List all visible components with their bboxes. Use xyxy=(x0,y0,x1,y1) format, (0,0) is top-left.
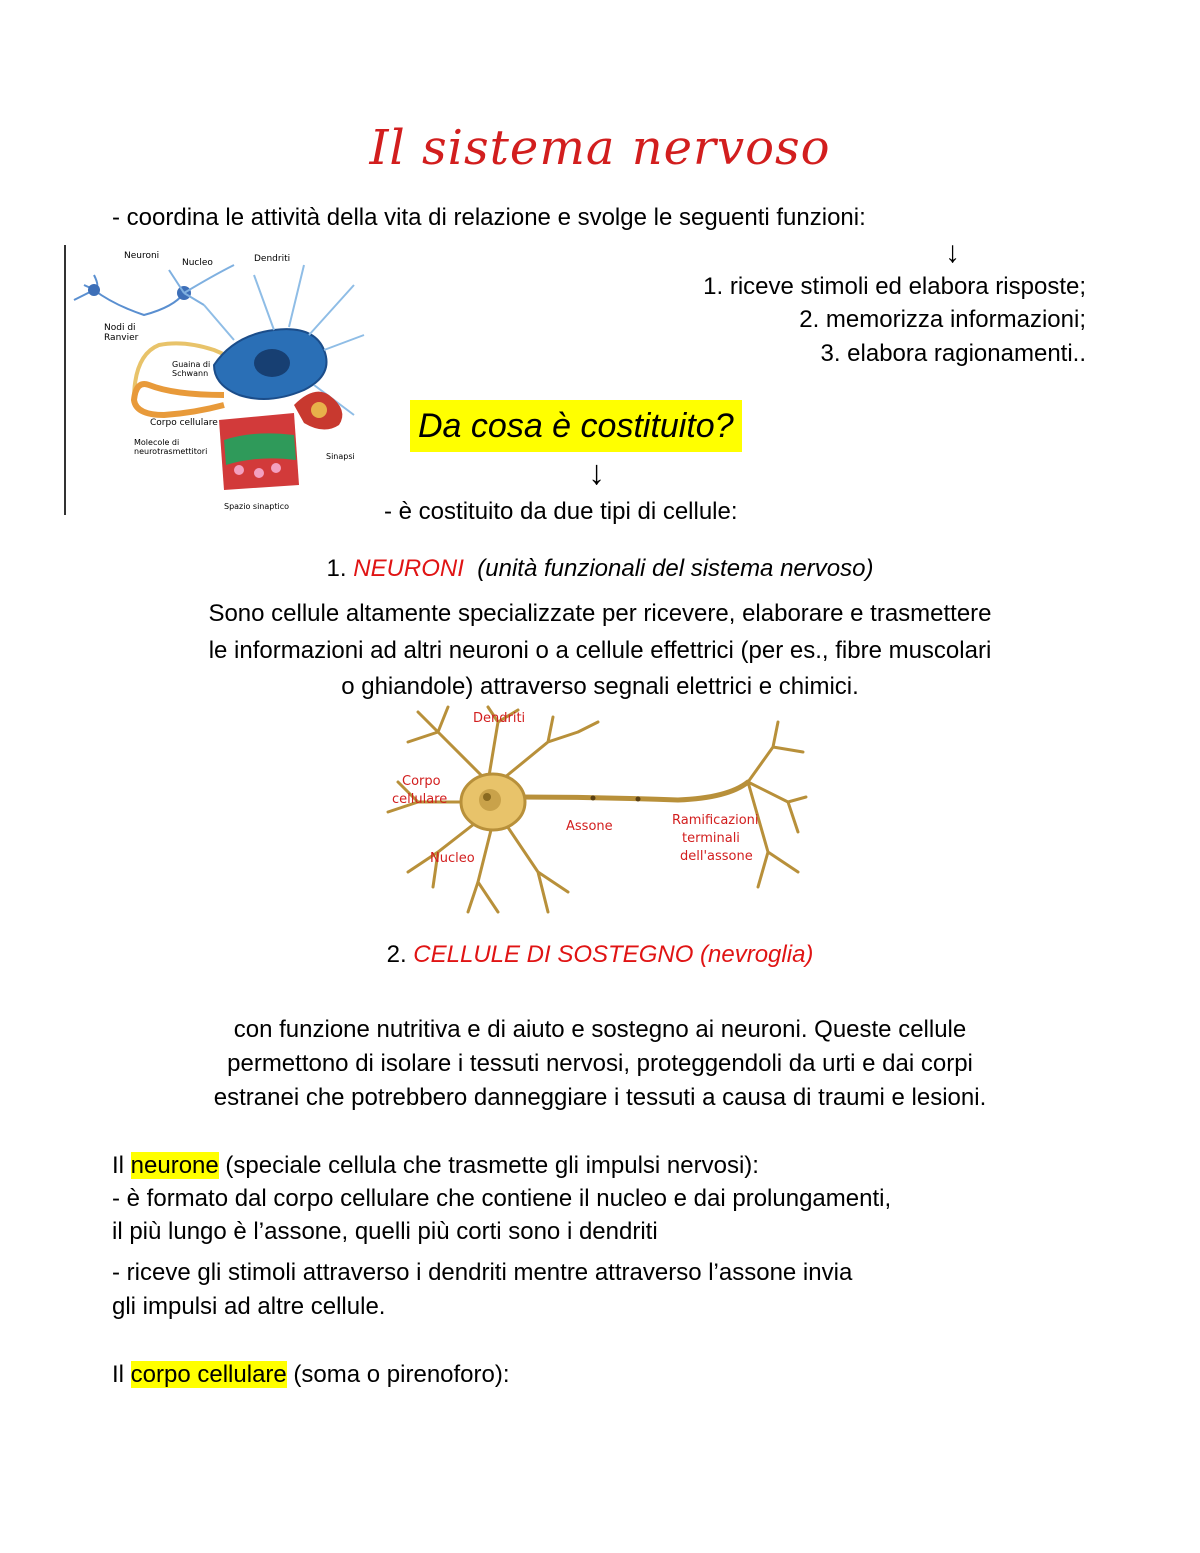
neurone-line: - riceve gli stimoli attraverso i dendriti mentre attraverso l’assone invia xyxy=(112,1259,853,1286)
section2-name: CELLULE DI SOSTEGNO (nevroglia) xyxy=(413,941,814,968)
highlight-corpo-cellulare: corpo cellulare xyxy=(130,1361,287,1388)
neurone-line: gli impulsi ad altre cellule. xyxy=(112,1293,386,1320)
section1-line: Sono cellule altamente specializzate per ricevere, elaborare e trasmettere xyxy=(208,600,992,627)
label-corpo: Corpo xyxy=(402,774,441,789)
section2-num: 2. xyxy=(386,941,414,968)
answer-text: - è costituito da due tipi di cellule: xyxy=(384,498,738,525)
label-dendriti: Dendriti xyxy=(254,254,291,264)
section1-line: le informazioni ad altri neuroni o a cellule effettrici (per es., fibre muscolari xyxy=(208,637,992,664)
section2-line: estranei che potrebbero danneggiare i tessuti a causa di traumi e lesioni. xyxy=(213,1084,987,1111)
label-sinapsi: Sinapsi xyxy=(326,452,355,461)
neurone-heading: Il neurone (speciale cellula che trasmette gli impulsi nervosi): xyxy=(112,1152,759,1179)
label-dendriti: Dendriti xyxy=(473,711,526,726)
neurone-line: il più lungo è l’assone, quelli più corti sono i dendriti xyxy=(112,1218,658,1245)
label-cellulare: cellulare xyxy=(392,792,448,807)
label-neuroni: Neuroni xyxy=(124,251,160,261)
neuron-diagram-figure xyxy=(64,245,370,515)
section1-num: 1. xyxy=(326,555,354,582)
arrow-down-large-icon: ↓ xyxy=(588,454,605,492)
label-guaina: Guaina di xyxy=(172,360,211,369)
label-nodi: Nodi di xyxy=(104,323,136,333)
label-assone: Assone xyxy=(566,819,613,834)
section2-line: con funzione nutritiva e di aiuto e sostegno ai neuroni. Queste cellule xyxy=(233,1016,967,1043)
question-box: Da cosa è costituito? xyxy=(410,400,742,452)
label-dell-assone: dell'assone xyxy=(680,849,753,864)
page-title: Il sistema nervoso xyxy=(369,120,831,176)
corpo-heading: Il corpo cellulare (soma o pirenoforo): xyxy=(112,1361,510,1388)
intro-text: - coordina le attività della vita di relazione e svolge le seguenti funzioni: xyxy=(112,204,866,231)
label-ramificazioni: Ramificazioni xyxy=(672,813,759,828)
highlight-neurone: neurone xyxy=(130,1152,219,1179)
arrow-down-icon: ↓ xyxy=(945,236,960,269)
section1-heading xyxy=(0,552,1200,586)
function-item: 1. riceve stimoli ed elabora risposte; xyxy=(703,273,1086,300)
function-item: 3. elabora ragionamenti.. xyxy=(820,340,1086,367)
section1-line: o ghiandole) attraverso segnali elettrici e chimici. xyxy=(341,673,859,700)
label-schwann: Schwann xyxy=(172,369,209,378)
section1-name: NEURONI xyxy=(353,555,464,582)
function-item: 2. memorizza informazioni; xyxy=(799,306,1086,333)
label-molecole: Molecole di xyxy=(134,438,180,447)
label-corpo: Corpo cellulare xyxy=(150,418,218,428)
label-neurotrasmettitori: neurotrasmettitori xyxy=(134,447,208,456)
label-nucleo: Nucleo xyxy=(430,851,475,866)
section2-heading xyxy=(0,938,1200,972)
label-terminali: terminali xyxy=(682,831,740,846)
neurone-line: - è formato dal corpo cellulare che contiene il nucleo e dai prolungamenti, xyxy=(112,1185,892,1212)
label-nucleo: Nucleo xyxy=(182,258,213,268)
label-ranvier: Ranvier xyxy=(104,333,139,343)
neuron-illustration-figure xyxy=(378,702,810,924)
section2-line: permettono di isolare i tessuti nervosi, proteggendoli da urti e dai corpi xyxy=(227,1050,973,1077)
label-spazio-sinaptico: Spazio sinaptico xyxy=(224,502,290,511)
section1-desc: (unità funzionali del sistema nervoso) xyxy=(477,555,874,582)
